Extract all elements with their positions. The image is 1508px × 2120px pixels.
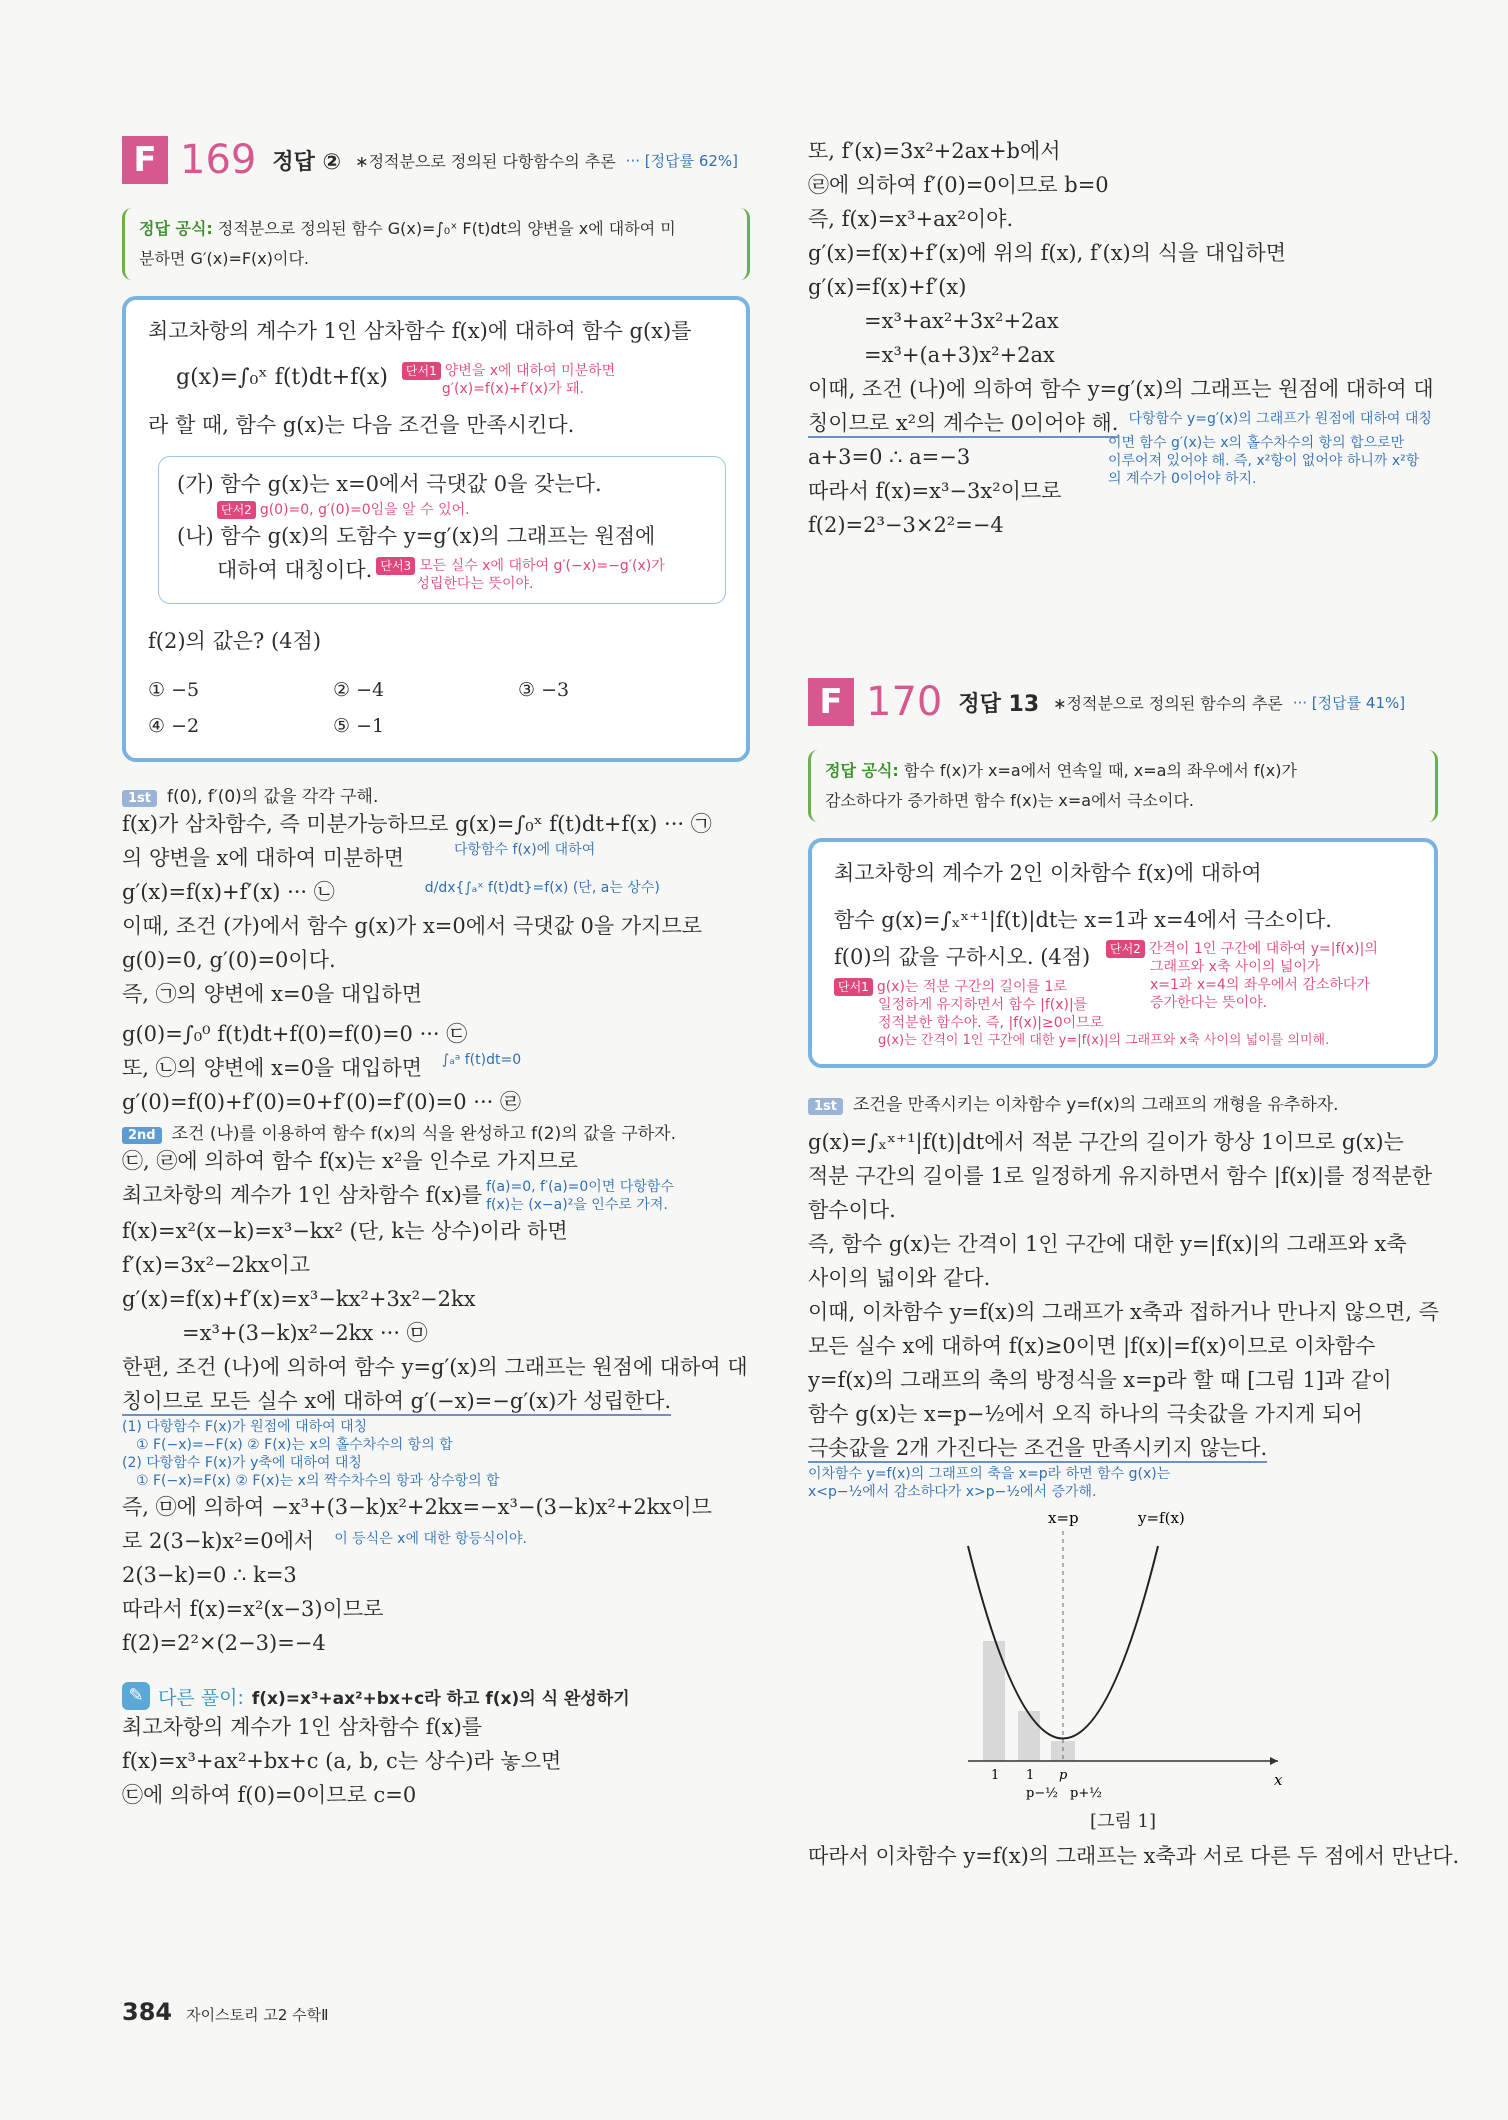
q170-step1-title: 조건을 만족시키는 이차함수 y=f(x)의 그래프의 개형을 유추하자. <box>853 1095 1339 1115</box>
sol-s7: g(0)=∫₀⁰ f(t)dt+f(0)=f(0)=0 ··· ㉢ <box>122 1022 468 1046</box>
sol-s8: 또, ㉡의 양변에 x=0을 대입하면 <box>122 1056 423 1080</box>
q170-number: 170 <box>866 679 943 725</box>
note-2: ① F(−x)=−F(x) ② F(x)는 x의 홀수차수의 항의 합 <box>136 1437 453 1453</box>
f-badge-icon: F <box>808 678 854 726</box>
sol-t6: =x³+(3−k)x²−2kx ··· ㉤ <box>182 1321 428 1345</box>
page-number: 384 <box>122 1998 173 2026</box>
q170-v9: 함수 g(x)는 x=p−½에서 오직 하나의 극솟값을 가지게 되어 <box>808 1402 1363 1426</box>
hint1-tag: 단서1 <box>402 362 441 380</box>
q169-topic: ∗정적분으로 정의된 다항함수의 추론 <box>355 151 616 171</box>
sol-s1: f(x)가 삼차함수, 즉 미분가능하므로 g(x)=∫₀ˣ f(t)dt+f(x) ··· ㉠ <box>122 812 712 836</box>
q170-prob-3: f(0)의 값을 구하시오. (4점) <box>834 945 1091 969</box>
figure-1 <box>808 1501 1438 1801</box>
sol-t10: 로 2(3−k)x²=0에서 <box>122 1529 315 1553</box>
r169-ann1: 다항함수 y=g′(x)의 그래프가 원점에 대하여 대칭 <box>1128 411 1432 427</box>
sol-s2: 의 양변을 x에 대하여 미분하면 <box>122 846 404 870</box>
sol-s2-ann1: 다항함수 f(x)에 대하여 <box>453 842 596 858</box>
note-3: (2) 다항함수 F(x)가 y축에 대하여 대칭 <box>122 1455 362 1471</box>
label-one-b: 1 <box>1026 1768 1035 1783</box>
strip-mid <box>1018 1711 1040 1761</box>
prob-equation: g(x)=∫₀ˣ f(t)dt+f(x) <box>176 365 388 390</box>
label-x: x <box>1274 1771 1283 1789</box>
formula-line-2: 분하면 G′(x)=F(x)이다. <box>139 249 309 268</box>
r169-r8: 이때, 조건 (나)에 의하여 함수 y=g′(x)의 그래프는 원점에 대하여 대 <box>808 377 1434 401</box>
sol-t1-ann1: f(a)=0, f′(a)=0이면 다항함수 <box>486 1179 674 1195</box>
page-footer <box>122 1998 329 2026</box>
hint1-b: g′(x)=f(x)+f′(x)가 돼. <box>441 381 585 397</box>
alt-u3: ㉢에 의하여 f(0)=0이므로 c=0 <box>122 1783 417 1807</box>
sol-t11: 2(3−k)=0 ∴ k=3 <box>122 1563 297 1587</box>
q170-v7: 모든 실수 x에 대하여 f(x)≥0이면 |f(x)|=f(x)이므로 이차함수 <box>808 1334 1376 1358</box>
q170-answer: 정답 13 <box>958 691 1040 717</box>
note-4: ① F(−x)=F(x) ② F(x)는 x의 짝수차수의 항과 상수항의 합 <box>136 1473 500 1489</box>
r169-ann2: 이면 함수 g′(x)는 x의 홀수차수의 항의 합으로만 <box>1108 435 1405 451</box>
cond-b1: (나) 함수 g(x)의 도함수 y=g′(x)의 그래프는 원점에 <box>177 524 656 548</box>
q169-problem-box <box>122 296 750 762</box>
choice-4[interactable]: ④ −2 <box>148 715 200 737</box>
sol-t4: f′(x)=3x²−2kx이고 <box>122 1253 311 1277</box>
alt-u2: f(x)=x³+ax²+bx+c (a, b, c는 상수)라 놓으면 <box>122 1749 562 1773</box>
step2-title: 조건 (나)를 이용하여 함수 f(x)의 식을 완성하고 f(2)의 값을 구하자. <box>171 1124 676 1144</box>
r169-r12: f(2)=2³−3×2²=−4 <box>808 513 1004 537</box>
choices <box>148 672 708 744</box>
hint2: g(0)=0, g′(0)=0임을 알 수 있어. <box>259 502 470 518</box>
q169-conditions <box>158 456 726 604</box>
choice-5[interactable]: ⑤ −1 <box>333 715 385 737</box>
q170-hint2-b: 그래프와 x축 사이의 넓이가 <box>1150 959 1321 975</box>
alt-title: f(x)=x³+ax²+bx+c라 하고 f(x)의 식 완성하기 <box>251 1688 630 1709</box>
book-title: 자이스토리 고2 수학Ⅱ <box>186 2006 329 2024</box>
step1-badge: 1st <box>122 790 157 807</box>
left-column <box>122 130 750 1812</box>
q170-v2: 적분 구간의 길이를 1로 일정하게 유지하면서 함수 |f(x)|를 정적분한 <box>808 1164 1433 1188</box>
label-p: p <box>1059 1768 1068 1783</box>
r169-r7: =x³+(a+3)x²+2ax <box>864 343 1055 367</box>
figure-caption: [그림 1] <box>1090 1811 1156 1832</box>
hint3-tag: 단서3 <box>376 557 415 575</box>
sol-t10-ann: 이 등식은 x에 대한 항등식이야. <box>334 1531 528 1547</box>
q170-hint2-c: x=1과 x=4의 좌우에서 감소하다가 <box>1150 977 1370 993</box>
sol-t1: ㉢, ㉣에 의하여 함수 f(x)는 x²을 인수로 가지므로 <box>122 1149 578 1173</box>
r169-r3: 즉, f(x)=x³+ax²이야. <box>808 207 1014 231</box>
q170-problem-box <box>808 838 1438 1068</box>
formula-line-2: 감소하다가 증가하면 함수 f(x)는 x=a에서 극소이다. <box>825 791 1194 810</box>
hint3-a: 모든 실수 x에 대하여 g′(−x)=−g′(x)가 <box>419 558 665 574</box>
label-one-a: 1 <box>991 1768 1000 1783</box>
label-p-minus-half: p−½ <box>1026 1786 1058 1801</box>
alt-solution-icon: ✎ <box>122 1682 150 1710</box>
q170-formula <box>808 750 1438 822</box>
q170-hint1-b: 일정하게 유지하면서 함수 |f(x)|를 <box>878 997 1088 1013</box>
sol-s7-ann: ∫ₐᵃ f(t)dt=0 <box>442 1052 522 1068</box>
r169-r4: g′(x)=f(x)+f′(x)에 위의 f(x), f′(x)의 식을 대입하면 <box>808 241 1287 265</box>
q169-rate: ··· [정답률 62%] <box>625 151 739 170</box>
formula-line-1: 정적분으로 정의된 함수 G(x)=∫₀ˣ F(t)dt의 양변을 x에 대하여 미 <box>217 219 676 238</box>
f-badge-icon: F <box>122 136 168 184</box>
q170-v3: 함수이다. <box>808 1198 896 1222</box>
r169-r2: ㉣에 의하여 f′(0)=0이므로 b=0 <box>808 173 1109 197</box>
q170-hint1-c: 정적분한 함수야. 즉, |f(x)|≥0이므로 <box>878 1015 1104 1031</box>
r169-r1: 또, f′(x)=3x²+2ax+b에서 <box>808 139 1061 163</box>
q170-v6: 이때, 이차함수 y=f(x)의 그래프가 x축과 접하거나 만나지 않으면, 즉 <box>808 1300 1439 1324</box>
q170-v-ann1: 이차함수 y=f(x)의 그래프의 축을 x=p라 하면 함수 g(x)는 <box>808 1466 1171 1482</box>
q170-v5: 사이의 넓이와 같다. <box>808 1266 991 1290</box>
sol-t5: g′(x)=f(x)+f′(x)=x³−kx²+3x²−2kx <box>122 1287 476 1311</box>
sol-t9: 즉, ㉤에 의하여 −x³+(3−k)x²+2kx=−x³−(3−k)x²+2kx이므 <box>122 1495 712 1519</box>
q170-v-ann2: x<p−½에서 감소하다가 x>p−½에서 증가해. <box>808 1484 1097 1500</box>
prob-line-1: 최고차항의 계수가 1인 삼차함수 f(x)에 대하여 함수 g(x)를 <box>148 319 692 343</box>
sol-t13: f(2)=2²×(2−3)=−4 <box>122 1631 326 1655</box>
cond-a: (가) 함수 g(x)는 x=0에서 극댓값 0을 갖는다. <box>177 472 602 496</box>
q170-solution <box>808 1090 1460 1873</box>
alt-solution-header <box>122 1682 750 1710</box>
q170-topic: ∗정적분으로 정의된 함수의 추론 <box>1053 693 1283 713</box>
sol-t8: 칭이므로 모든 실수 x에 대하여 g′(−x)=−g′(x)가 성립한다. <box>122 1389 671 1416</box>
alt-label: 다른 풀이: <box>158 1686 244 1709</box>
q170-v1: g(x)=∫ₓˣ⁺¹|f(t)|dt에서 적분 구간의 길이가 항상 1이므로 g(x)는 <box>808 1130 1404 1154</box>
q169-solution <box>122 782 750 1812</box>
question: f(2)의 값은? (4점) <box>148 629 322 653</box>
x-axis-arrow <box>1270 1757 1278 1765</box>
q170-hint2-a: 간격이 1인 구간에 대하여 y=|f(x)|의 <box>1148 941 1378 957</box>
sol-s5: g(0)=0, g′(0)=0이다. <box>122 948 336 972</box>
sol-t2: 최고차항의 계수가 1인 삼차함수 f(x)를 <box>122 1183 483 1207</box>
q169-header <box>122 130 750 190</box>
q170-hint1-tag: 단서1 <box>834 978 873 996</box>
sol-t7: 한편, 조건 (나)에 의하여 함수 y=g′(x)의 그래프는 원점에 대하여 대 <box>122 1355 748 1379</box>
r169-r5: g′(x)=f(x)+f′(x) <box>808 275 967 299</box>
step2-badge: 2nd <box>122 1127 162 1144</box>
right-column <box>808 134 1460 1873</box>
r169-ann3: 이루어져 있어야 해. 즉, x²항이 없어야 하니까 x²항 <box>1108 453 1420 469</box>
parabola-graph <box>808 1501 1438 1801</box>
r169-r9: 칭이므로 x²의 계수는 0이어야 해. <box>808 411 1118 438</box>
label-x-eq-p: x=p <box>1048 1509 1079 1527</box>
sol-t1-ann2: f(x)는 (x−a)²을 인수로 가져. <box>486 1197 668 1213</box>
choice-3[interactable]: ③ −3 <box>518 679 570 701</box>
choice-1[interactable]: ① −5 <box>148 679 200 701</box>
prob-line-2: 라 할 때, 함수 g(x)는 다음 조건을 만족시킨다. <box>148 413 575 437</box>
label-p-plus-half: p+½ <box>1070 1786 1102 1801</box>
q169-formula <box>122 208 750 280</box>
q170-prob-1: 최고차항의 계수가 2인 이차함수 f(x)에 대하여 <box>834 861 1262 885</box>
r169-r11: 따라서 f(x)=x³−3x²이므로 <box>808 479 1062 503</box>
sol-s6: 즉, ㉠의 양변에 x=0을 대입하면 <box>122 982 423 1006</box>
q170-rate: ··· [정답률 41%] <box>1292 693 1406 712</box>
q170-prob-2: 함수 g(x)=∫ₓˣ⁺¹|f(t)|dt는 x=1과 x=4에서 극소이다. <box>834 908 1332 932</box>
q170-v8: y=f(x)의 그래프의 축의 방정식을 x=p라 할 때 [그림 1]과 같이 <box>808 1368 1392 1392</box>
alt-u1: 최고차항의 계수가 1인 삼차함수 f(x)를 <box>122 1715 483 1739</box>
formula-key: 정답 공식: <box>139 219 213 238</box>
sol-s3: g′(x)=f(x)+f′(x) ··· ㉡ <box>122 880 335 904</box>
hint1-a: 양변을 x에 대하여 미분하면 <box>444 363 616 379</box>
q170-hint2-d: 증가한다는 뜻이야. <box>1150 995 1268 1011</box>
q170-hint2-tag: 단서2 <box>1106 940 1145 958</box>
q170-v11: 따라서 이차함수 y=f(x)의 그래프는 x축과 서로 다른 두 점에서 만난다. <box>808 1844 1460 1868</box>
sol-s2-ann2: d/dx{∫ₐˣ f(t)dt}=f(x) (단, a는 상수) <box>424 880 660 896</box>
r169-r6: =x³+ax²+3x²+2ax <box>864 309 1059 333</box>
r169-ann4: 의 계수가 0이어야 하지. <box>1108 471 1257 487</box>
sol-s9: g′(0)=f(0)+f′(0)=0+f′(0)=f′(0)=0 ··· ㉣ <box>122 1090 522 1114</box>
sol-t12: 따라서 f(x)=x²(x−3)이므로 <box>122 1597 384 1621</box>
sol-s4: 이때, 조건 (가)에서 함수 g(x)가 x=0에서 극댓값 0을 가지므로 <box>122 914 703 938</box>
hint3-b: 성립한다는 뜻이야. <box>416 576 534 592</box>
formula-key: 정답 공식: <box>825 761 899 780</box>
q170-v10: 극솟값을 2개 가진다는 조건을 만족시키지 않는다. <box>808 1436 1267 1463</box>
choice-2[interactable]: ② −4 <box>333 679 385 701</box>
q169-number: 169 <box>180 137 257 183</box>
q170-v4: 즉, 함수 g(x)는 간격이 1인 구간에 대한 y=|f(x)|의 그래프와 x축 <box>808 1232 1407 1256</box>
sol-t3: f(x)=x²(x−k)=x³−kx² (단, k는 상수)이라 하면 <box>122 1219 568 1243</box>
cond-b2: 대하여 대칭이다. <box>217 558 373 582</box>
q170-step1-badge: 1st <box>808 1098 843 1115</box>
q169-answer: 정답 ② <box>272 149 342 175</box>
step1-title: f(0), f′(0)의 값을 각각 구해. <box>167 787 379 807</box>
formula-line-1: 함수 f(x)가 x=a에서 연속일 때, x=a의 좌우에서 f(x)가 <box>903 761 1297 780</box>
r169-r10: a+3=0 ∴ a=−3 <box>808 445 971 469</box>
q170-hint1-d: g(x)는 간격이 1인 구간에 대한 y=|f(x)|의 그래프와 x축 사이의 넓이를 의미해. <box>878 1033 1330 1048</box>
note-1: (1) 다항함수 F(x)가 원점에 대하여 대칭 <box>122 1419 368 1435</box>
label-y-eq-fx: y=f(x) <box>1138 1509 1185 1527</box>
hint2-tag: 단서2 <box>217 501 256 519</box>
q170-hint1-a: g(x)는 적분 구간의 길이를 1로 <box>876 979 1067 995</box>
q170-header <box>808 672 1438 732</box>
